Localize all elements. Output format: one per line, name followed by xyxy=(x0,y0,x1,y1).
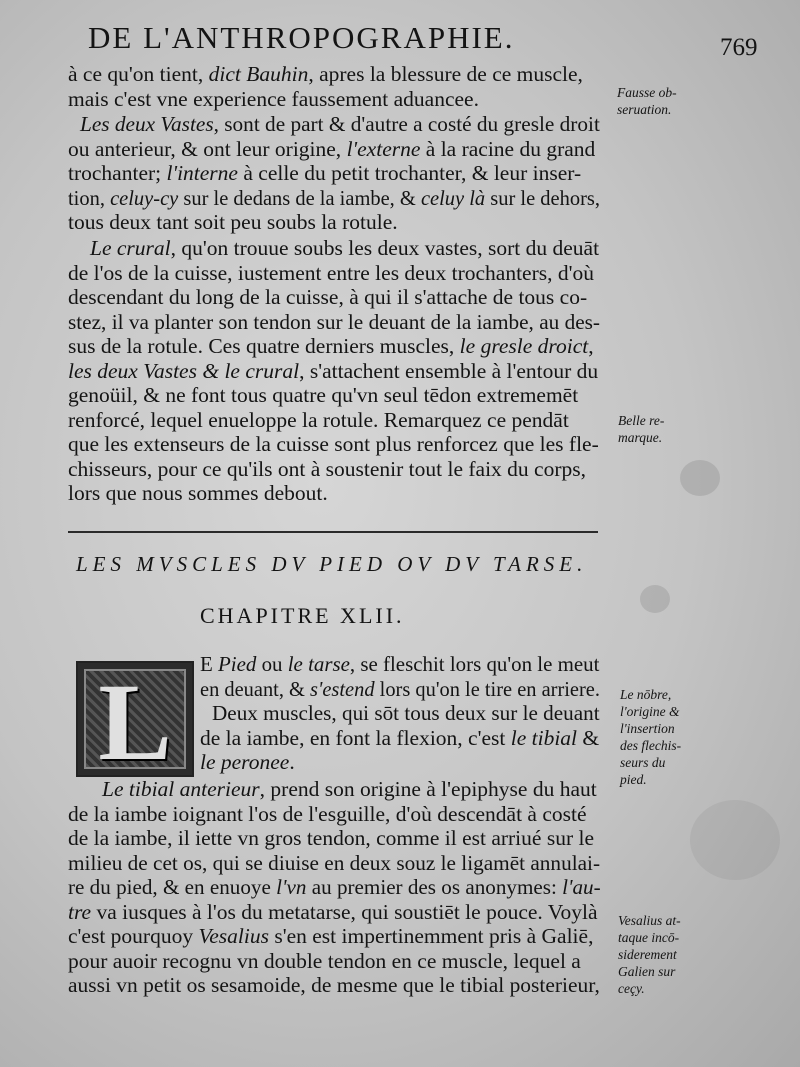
text-line xyxy=(102,777,597,801)
text-run: , sont de part & d'autre a costé du gresle droit xyxy=(213,112,600,136)
text-run: dict Bauhin xyxy=(208,62,309,86)
text-run: le tarse xyxy=(287,652,350,676)
text-line xyxy=(68,285,587,309)
text-run: sur le dehors, xyxy=(485,185,601,210)
running-title: DE L'ANTHROPOGRAPHIE. xyxy=(88,20,515,55)
text-run: celuy là xyxy=(420,185,486,210)
text-line xyxy=(68,973,600,997)
text-line xyxy=(68,900,598,924)
text-run: sur le dedans de la iambe, & xyxy=(178,185,421,210)
text-run: s'estend xyxy=(310,676,375,701)
text-run: stez, il va planter son tendon sur le deuant de la iambe, au des- xyxy=(68,309,601,334)
text-line xyxy=(68,875,601,899)
text-run: , prend son origine à l'epiphyse du haut xyxy=(259,777,597,801)
text-run: Le tibial anterieur xyxy=(102,777,260,801)
section-divider xyxy=(68,531,598,533)
text-run: & xyxy=(577,725,600,750)
text-run: le gresle droict xyxy=(459,334,589,358)
text-run: , s'attachent ensemble à l'entour du xyxy=(299,358,599,383)
text-run: lors qu'on le tire en arriere. xyxy=(374,676,600,701)
text-line xyxy=(68,62,583,86)
text-run: va iusques à l'os du metatarse, qui soustiēt le pouce. Voylà xyxy=(91,899,598,924)
text-run: tre xyxy=(68,899,92,924)
text-run: tous deux tant soit peu soubs la rotule. xyxy=(68,210,398,234)
text-run: l'vn xyxy=(276,875,307,899)
text-run: , qu'on trouue soubs les deux vastes, sort du deuāt xyxy=(170,236,600,260)
text-run: s'en est impertinemment pris à Galiē, xyxy=(268,924,594,948)
text-run: renforcé, lequel enueloppe la rotule. Remarquez ce pendāt xyxy=(68,407,569,432)
text-line xyxy=(200,750,295,774)
text-run: Vesalius xyxy=(198,924,269,948)
page-number: 769 xyxy=(720,34,758,61)
margin-note-nombre-flechisseurs: Le nōbre, l'origine & l'insertion des flechis- seurs du pied. xyxy=(620,687,682,787)
text-line xyxy=(68,826,594,850)
stain xyxy=(640,585,670,613)
text-run: l'interne xyxy=(166,161,238,185)
text-line xyxy=(200,677,600,701)
text-line xyxy=(68,210,398,234)
text-run: re du pied, & en enuoye xyxy=(68,875,277,899)
text-run: Deux muscles, qui sōt tous deux sur le deuant xyxy=(212,701,600,725)
margin-note-belle-remarque: Belle re- marque. xyxy=(618,413,665,445)
text-line xyxy=(68,359,598,383)
text-run: le tibial xyxy=(510,725,578,750)
text-line xyxy=(68,802,587,826)
text-line xyxy=(68,408,569,432)
text-run: de l'os de la cuisse, iustement entre les deux trochanters, d'où xyxy=(68,260,594,285)
text-line xyxy=(68,186,600,210)
initial-letter: L xyxy=(98,661,172,777)
text-line xyxy=(68,432,599,456)
text-run: ou anterieur, & ont leur origine, xyxy=(68,136,347,161)
margin-note-fausse-observation: Fausse ob- seruation. xyxy=(617,85,677,117)
text-line xyxy=(68,457,586,481)
text-run: pour auoir recognu vn double tendon en ce muscle, lequel a xyxy=(68,948,581,973)
text-run: chisseurs, pour ce qu'ils ont à soustenir tout le faix du corps, xyxy=(68,456,586,481)
text-line xyxy=(68,924,593,948)
text-run: ou xyxy=(256,652,288,676)
text-run: , se fleschit lors qu'on le meut xyxy=(349,652,600,676)
text-run: au premier des os anonymes: xyxy=(306,875,563,899)
text-run: l'externe xyxy=(346,136,421,161)
chapter-heading: CHAPITRE XLII. xyxy=(200,603,405,628)
text-run: Les deux Vastes xyxy=(80,112,214,136)
text-run: lors que nous sommes debout. xyxy=(68,481,328,505)
margin-note-vesalius: Vesalius at- taque incō- siderement Galien sur ceçy. xyxy=(618,913,681,996)
text-line xyxy=(68,87,479,111)
text-run: Le crural xyxy=(90,236,171,260)
text-run: que les extenseurs de la cuisse sont plus renforcez que les fle- xyxy=(68,432,599,456)
text-run: de la iambe ioignant l'os de l'esguille, d'où descendāt à costé xyxy=(68,801,587,826)
text-line xyxy=(68,851,600,875)
text-line xyxy=(68,383,578,407)
text-run: c'est pourquoy xyxy=(68,924,199,948)
text-run: de la iambe, il iette vn gros tendon, comme il est arriué sur le xyxy=(68,826,594,850)
section-title: LES MVSCLES DV PIED OV DV TARSE. xyxy=(76,552,588,576)
text-run: , xyxy=(588,334,594,358)
text-line xyxy=(68,481,328,505)
text-line xyxy=(90,236,599,260)
text-run: les deux Vastes & le crural xyxy=(68,358,300,383)
text-run: le peronee xyxy=(200,750,290,774)
text-run: descendant du long de la cuisse, à qui il s'attache de tous co- xyxy=(68,285,588,309)
text-run: E xyxy=(200,652,219,676)
text-run: Pied xyxy=(218,652,257,676)
text-line xyxy=(212,701,600,725)
text-run: genoüil, & ne font tous quatre qu'vn seul tēdon extrememēt xyxy=(68,383,579,407)
text-run: à celle du petit trochanter, & leur inser- xyxy=(237,161,582,185)
text-run: trochanter; xyxy=(68,161,167,185)
text-line xyxy=(68,161,581,185)
text-line xyxy=(68,137,595,161)
text-line xyxy=(68,334,594,358)
stain xyxy=(680,460,720,496)
stain xyxy=(690,800,780,880)
text-run: l'au- xyxy=(562,875,601,899)
text-run: à la racine du grand xyxy=(420,136,596,161)
text-line xyxy=(80,112,600,136)
text-line xyxy=(68,310,600,334)
text-line xyxy=(68,261,594,285)
text-run: en deuant, & xyxy=(200,676,311,701)
text-run: tion, xyxy=(68,185,111,210)
text-run: celuy-cy xyxy=(110,185,179,210)
text-run: sus de la rotule. Ces quatre derniers muscles, xyxy=(68,334,460,358)
text-run: de la iambe, en font la flexion, c'est xyxy=(200,725,511,750)
decorated-initial xyxy=(76,661,194,777)
text-run: aussi vn petit os sesamoide, de mesme que le tibial posterieur, xyxy=(68,973,600,997)
text-run: . xyxy=(289,750,295,774)
text-run: , apres la blessure de ce muscle, xyxy=(308,62,583,86)
text-run: mais c'est vne experience faussement aduancee. xyxy=(68,86,479,111)
text-run: à ce qu'on tient, xyxy=(68,62,209,86)
text-line xyxy=(68,949,581,973)
text-run: milieu de cet os, qui se diuise en deux souz le ligamēt annulai- xyxy=(68,850,601,875)
text-line xyxy=(200,652,599,676)
text-line xyxy=(200,726,599,750)
